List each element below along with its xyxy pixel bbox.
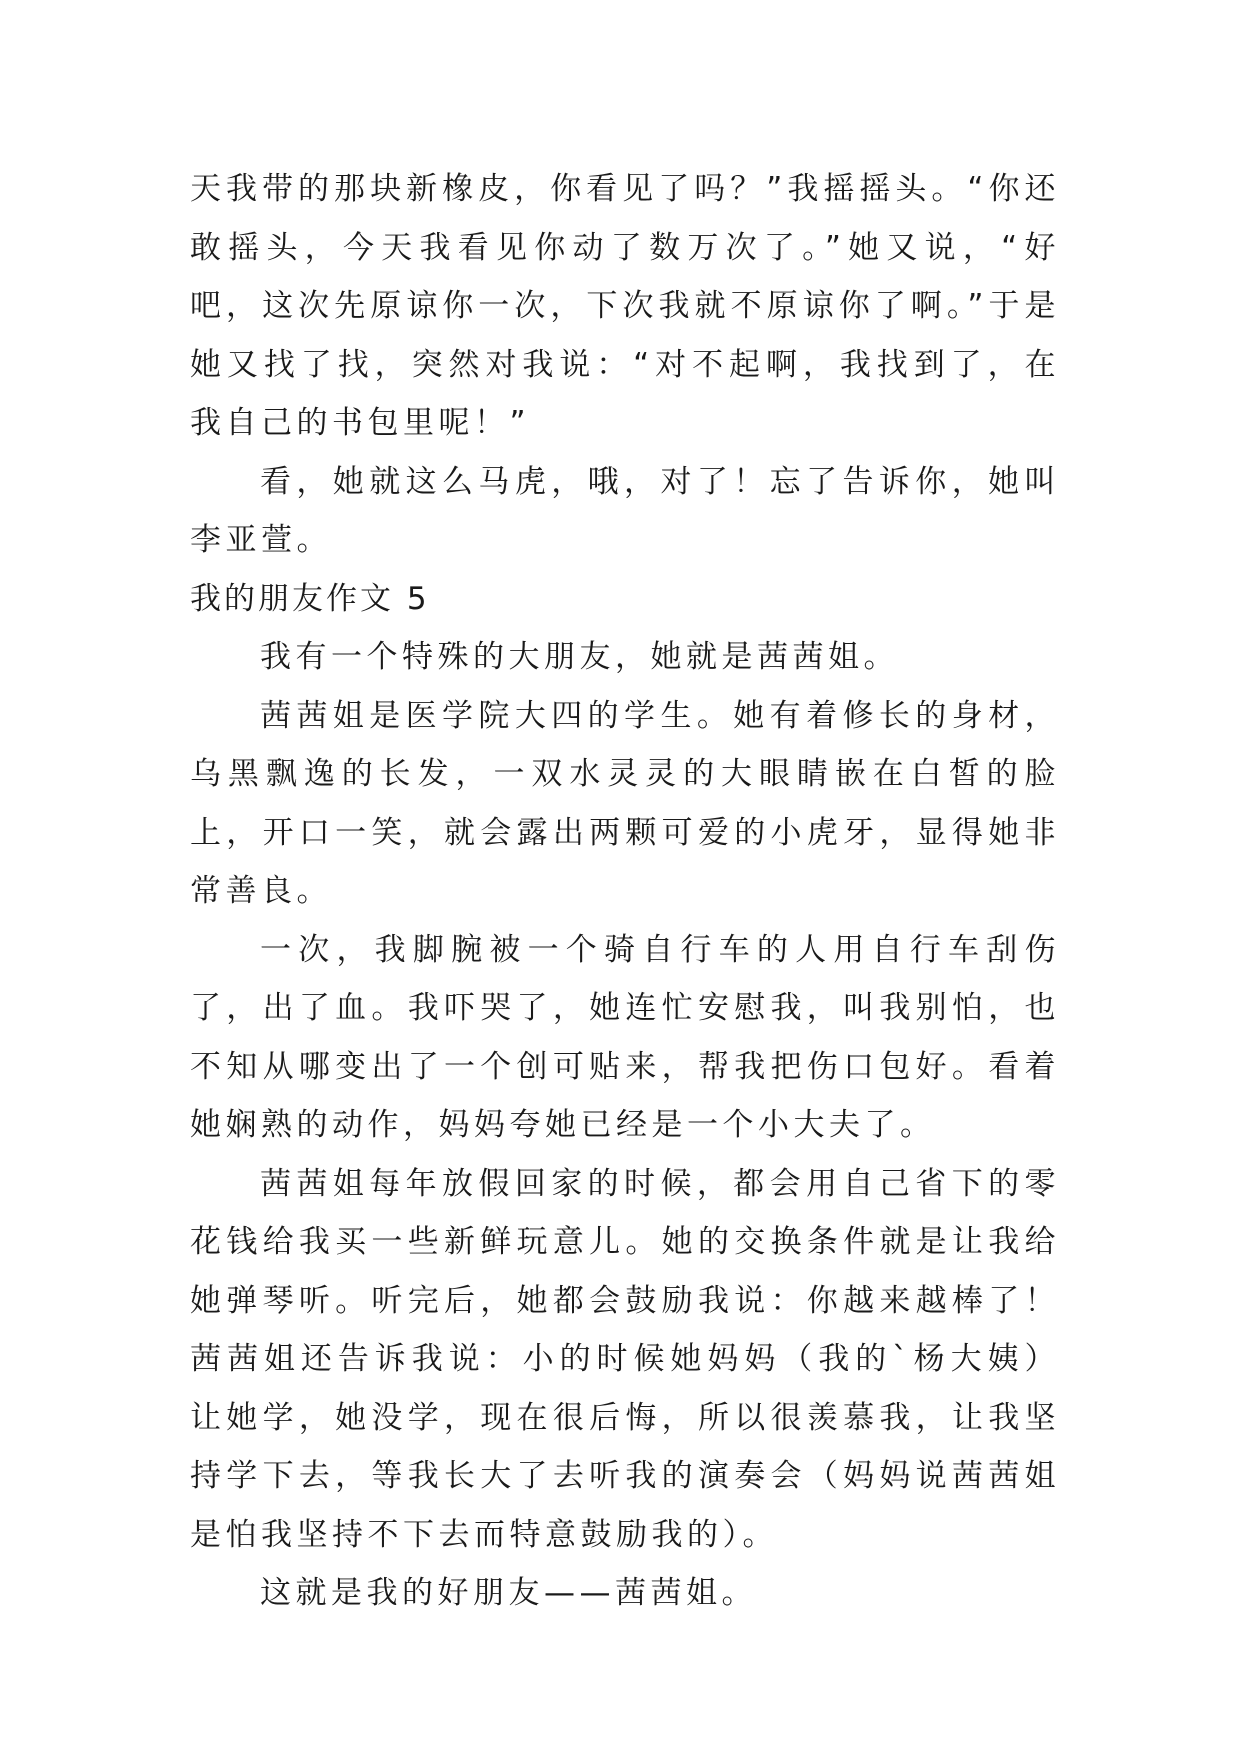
paragraph: 茜茜姐每年放假回家的时候，都会用自己省下的零花钱给我买一些新鲜玩意儿。她的交换条件就是让我给她弹琴听。听完后，她都会鼓励我说：你越来越棒了！茜茜姐还告诉我说：小的时候她妈妈（我的`杨大姨）让她学，她没学，现在很后悔，所以很羡慕我，让我坚持学下去，等我长大了去听我的演奏会（妈妈说茜茜姐是怕我坚持不下去而特意鼓励我的）。: [190, 1165, 1060, 1553]
continued-paragraph: 天我带的那块新橡皮，你看见了吗？”我摇摇头。“你还敢摇头，今天我看见你动了数万次了。”她又说，“好吧，这次先原谅你一次，下次我就不原谅你了啊。”于是她又找了找，突然对我说：“对不起啊，我找到了，在我自己的书包里呢！”: [190, 171, 1060, 441]
paragraph: 茜茜姐是医学院大四的学生。她有着修长的身材，乌黑飘逸的长发，一双水灵灵的大眼睛嵌在白皙的脸上，开口一笑，就会露出两颗可爱的小虎牙，显得她非常善良。: [190, 697, 1060, 909]
paragraph: 这就是我的好朋友——茜茜姐。: [260, 1575, 757, 1611]
paragraph: 一次，我脚腕被一个骑自行车的人用自行车刮伤了，出了血。我吓哭了，她连忙安慰我，叫我别怕，也不知从哪变出了一个创可贴来，帮我把伤口包好。看着她娴熟的动作，妈妈夸她已经是一个小大夫了。: [190, 931, 1060, 1143]
section-title: 我的朋友作文 5: [190, 580, 430, 617]
document-body: [190, 160, 1060, 1623]
closing-paragraph: 看，她就这么马虎，哦，对了！忘了告诉你，她叫李亚萱。: [190, 463, 1060, 558]
paragraph: 我有一个特殊的大朋友，她就是茜茜姐。: [260, 639, 899, 675]
